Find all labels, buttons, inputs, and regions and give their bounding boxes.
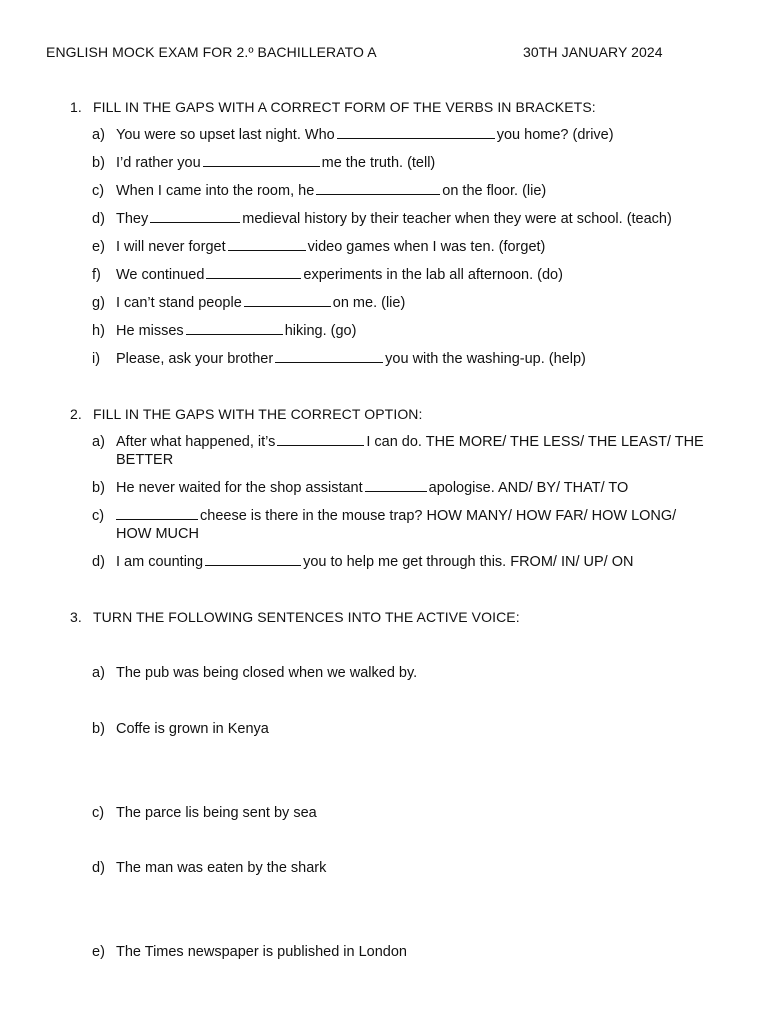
item-text-before: When I came into the room, he xyxy=(116,183,315,199)
item-label: e) xyxy=(92,944,105,960)
item-text: Coffe is grown in Kenya xyxy=(116,721,269,737)
item-label: i) xyxy=(92,351,101,367)
item-text-before: You were so upset last night. Who xyxy=(116,127,335,143)
answer-blank[interactable] xyxy=(116,507,198,520)
answer-blank[interactable] xyxy=(365,479,427,492)
item-label: b) xyxy=(92,721,105,737)
section-number: 2. xyxy=(70,406,82,422)
item-label: d) xyxy=(92,211,105,227)
section-3-title xyxy=(70,609,520,625)
item-text-before: I will never forget xyxy=(116,239,226,255)
item-label: c) xyxy=(92,805,105,821)
item-text-after: video games when I was ten. (forget) xyxy=(307,239,546,255)
item-label: c) xyxy=(92,183,105,199)
item-text-after: me the truth. (tell) xyxy=(321,155,436,171)
item-text-before: He misses xyxy=(116,323,184,339)
item-text-after: cheese is there in the mouse trap? HOW MANY/ HOW FAR/ HOW LONG/ HOW MUCH xyxy=(116,508,677,542)
item-text-after: you with the washing-up. (help) xyxy=(385,351,586,367)
item-label: c) xyxy=(92,508,105,524)
exam-title: ENGLISH MOCK EXAM FOR 2.º BACHILLERATO A xyxy=(46,44,377,60)
answer-blank[interactable] xyxy=(316,182,440,195)
section-heading: FILL IN THE GAPS WITH A CORRECT FORM OF THE VERBS IN BRACKETS: xyxy=(93,99,596,115)
item-text-before: I am counting xyxy=(116,554,204,570)
item-text-before: We continued xyxy=(116,267,205,283)
item-text-before: After what happened, it’s xyxy=(116,434,276,450)
answer-blank[interactable] xyxy=(150,210,240,223)
answer-blank[interactable] xyxy=(337,126,495,139)
answer-blank[interactable] xyxy=(244,294,331,307)
section-number: 3. xyxy=(70,609,82,625)
item-text-before: They xyxy=(116,211,149,227)
item-text-after: apologise. AND/ BY/ THAT/ TO xyxy=(428,480,629,496)
item-text-after: I can do. THE MORE/ THE LESS/ THE LEAST/ THE BETTER xyxy=(116,434,704,468)
item-label: a) xyxy=(92,434,105,450)
item-text-after: on the floor. (lie) xyxy=(442,183,547,199)
section-heading: TURN THE FOLLOWING SENTENCES INTO THE ACTIVE VOICE: xyxy=(93,609,520,625)
item-label: g) xyxy=(92,295,105,311)
item-label: d) xyxy=(92,554,105,570)
item-text-after: medieval history by their teacher when they were at school. (teach) xyxy=(242,211,672,227)
answer-blank[interactable] xyxy=(186,322,283,335)
item-text-before: Please, ask your brother xyxy=(116,351,274,367)
answer-blank[interactable] xyxy=(205,553,301,566)
item-label: f) xyxy=(92,267,101,283)
section-number: 1. xyxy=(70,99,82,115)
exam-date: 30TH JANUARY 2024 xyxy=(523,44,663,60)
item-label: e) xyxy=(92,239,105,255)
answer-blank[interactable] xyxy=(275,350,383,363)
answer-blank[interactable] xyxy=(206,266,301,279)
item-label: a) xyxy=(92,665,105,681)
item-label: h) xyxy=(92,323,105,339)
item-text-before: I’d rather you xyxy=(116,155,201,171)
section-heading: FILL IN THE GAPS WITH THE CORRECT OPTION: xyxy=(93,406,423,422)
item-text-after: you to help me get through this. FROM/ IN/ UP/ ON xyxy=(303,554,634,570)
answer-blank[interactable] xyxy=(277,433,364,446)
item-label: a) xyxy=(92,127,105,143)
item-text: The pub was being closed when we walked by. xyxy=(116,665,418,681)
answer-blank[interactable] xyxy=(203,154,320,167)
item-text-after: hiking. (go) xyxy=(284,323,357,339)
item-text-after: experiments in the lab all afternoon. (do) xyxy=(303,267,563,283)
item-text-before: He never waited for the shop assistant xyxy=(116,480,363,496)
item-text-after: you home? (drive) xyxy=(496,127,614,143)
section-2-title xyxy=(70,406,423,422)
item-text: The parce lis being sent by sea xyxy=(116,805,317,821)
item-label: b) xyxy=(92,155,105,171)
item-text-before: I can’t stand people xyxy=(116,295,242,311)
item-text-after: on me. (lie) xyxy=(332,295,406,311)
item-label: d) xyxy=(92,860,105,876)
item-label: b) xyxy=(92,480,105,496)
item-text: The Times newspaper is published in London xyxy=(116,944,407,960)
item-text: The man was eaten by the shark xyxy=(116,860,327,876)
section-1-title xyxy=(70,99,596,115)
answer-blank[interactable] xyxy=(228,238,306,251)
